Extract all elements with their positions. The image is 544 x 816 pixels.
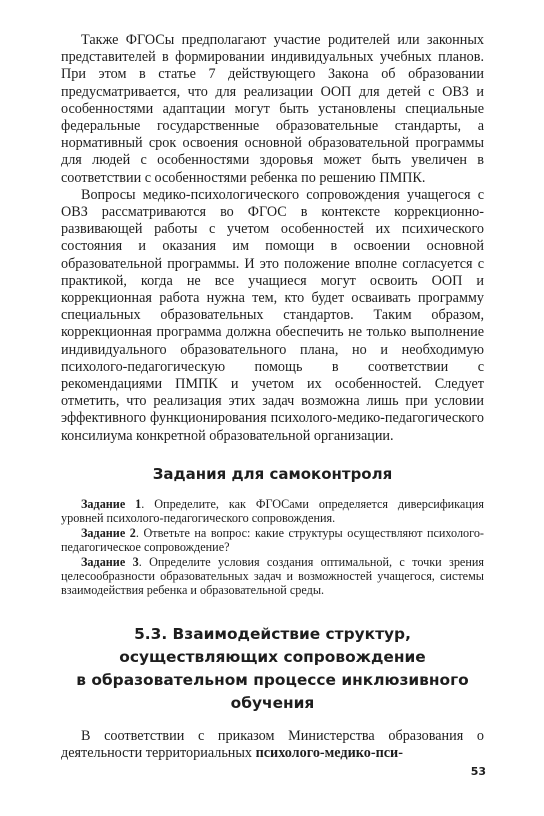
task-3	[61, 555, 484, 598]
page-content	[61, 32, 484, 762]
task-2-label: Задание 2	[81, 525, 136, 540]
task-3-label: Задание 3	[81, 554, 139, 569]
task-3-text: . Определите условия создания оптимальной, с точки зрения целесообразности образовательных задач и возможностей учащегося, системы взаимодействия ребенка и образовательной среды.	[61, 554, 484, 598]
section-intro-text: В соответствии с приказом Министерства образования о деятельности территориальных	[61, 727, 484, 761]
task-1	[61, 497, 484, 526]
task-2	[61, 526, 484, 555]
task-1-text: . Определите, как ФГОСами определяется диверсификация уровней психолого-педагогического сопровождения.	[61, 496, 484, 526]
paragraph-medical-psych-support: Вопросы медико-психологического сопровождения учащегося с ОВЗ рассматриваются во ФГОС в контексте коррекционно-развивающей работы с учетом особенностей их психического состояния и оказания им помощи в освоении основной образовательной программы. И это положение вполне согласуется с практикой, когда не все учащиеся могут освоить ООП и коррекционная работа нужна тем, кто будет осваивать программу специальных образовательных стандартов. Таким образом, коррекционная программа должна обеспечить не только выполнение индивидуального образовательного плана, но и необходимую психолого-педагогическую помощь в соответствии с рекомендациями ПМПК и учетом их особенностей. Следует отметить, что реализация этих задач возможна лишь при условии эффективного функционирования психолого-медико-педагогического консилиума конкретной образовательной организации.	[61, 186, 484, 444]
section-intro-bold: психолого-медико-пси-	[255, 744, 403, 761]
paragraph-section-intro	[61, 728, 484, 762]
section-5-3-heading	[61, 623, 484, 715]
section-heading-line-2: осуществляющих сопровождение	[119, 647, 426, 666]
paragraph-fgos-parents: Также ФГОСы предполагают участие родителей или законных представителей в формировании индивидуальных учебных планов. При этом в статье 7 действующего Закона об образовании предусматривается, что для реализации ООП для детей с ОВЗ и особенностями адаптации могут быть установлены специальные федеральные государственные образовательные стандарты, а нормативный срок освоения основной образовательной программы для людей с особенностями здоровья может быть увеличен в соответствии с особенностями ребенка по решению ПМПК.	[61, 32, 484, 186]
task-2-text: . Ответьте на вопрос: какие структуры осуществляют психолого-педагогическое сопровождение?	[61, 525, 484, 555]
task-1-label: Задание 1	[81, 496, 142, 511]
section-heading-line-3: в образовательном процессе инклюзивного обучения	[76, 670, 469, 712]
page-number: 53	[470, 765, 486, 778]
self-check-heading: Задания для самоконтроля	[152, 464, 393, 483]
self-check-tasks	[61, 497, 484, 598]
section-heading-line-1: 5.3. Взаимодействие структур,	[134, 624, 411, 643]
